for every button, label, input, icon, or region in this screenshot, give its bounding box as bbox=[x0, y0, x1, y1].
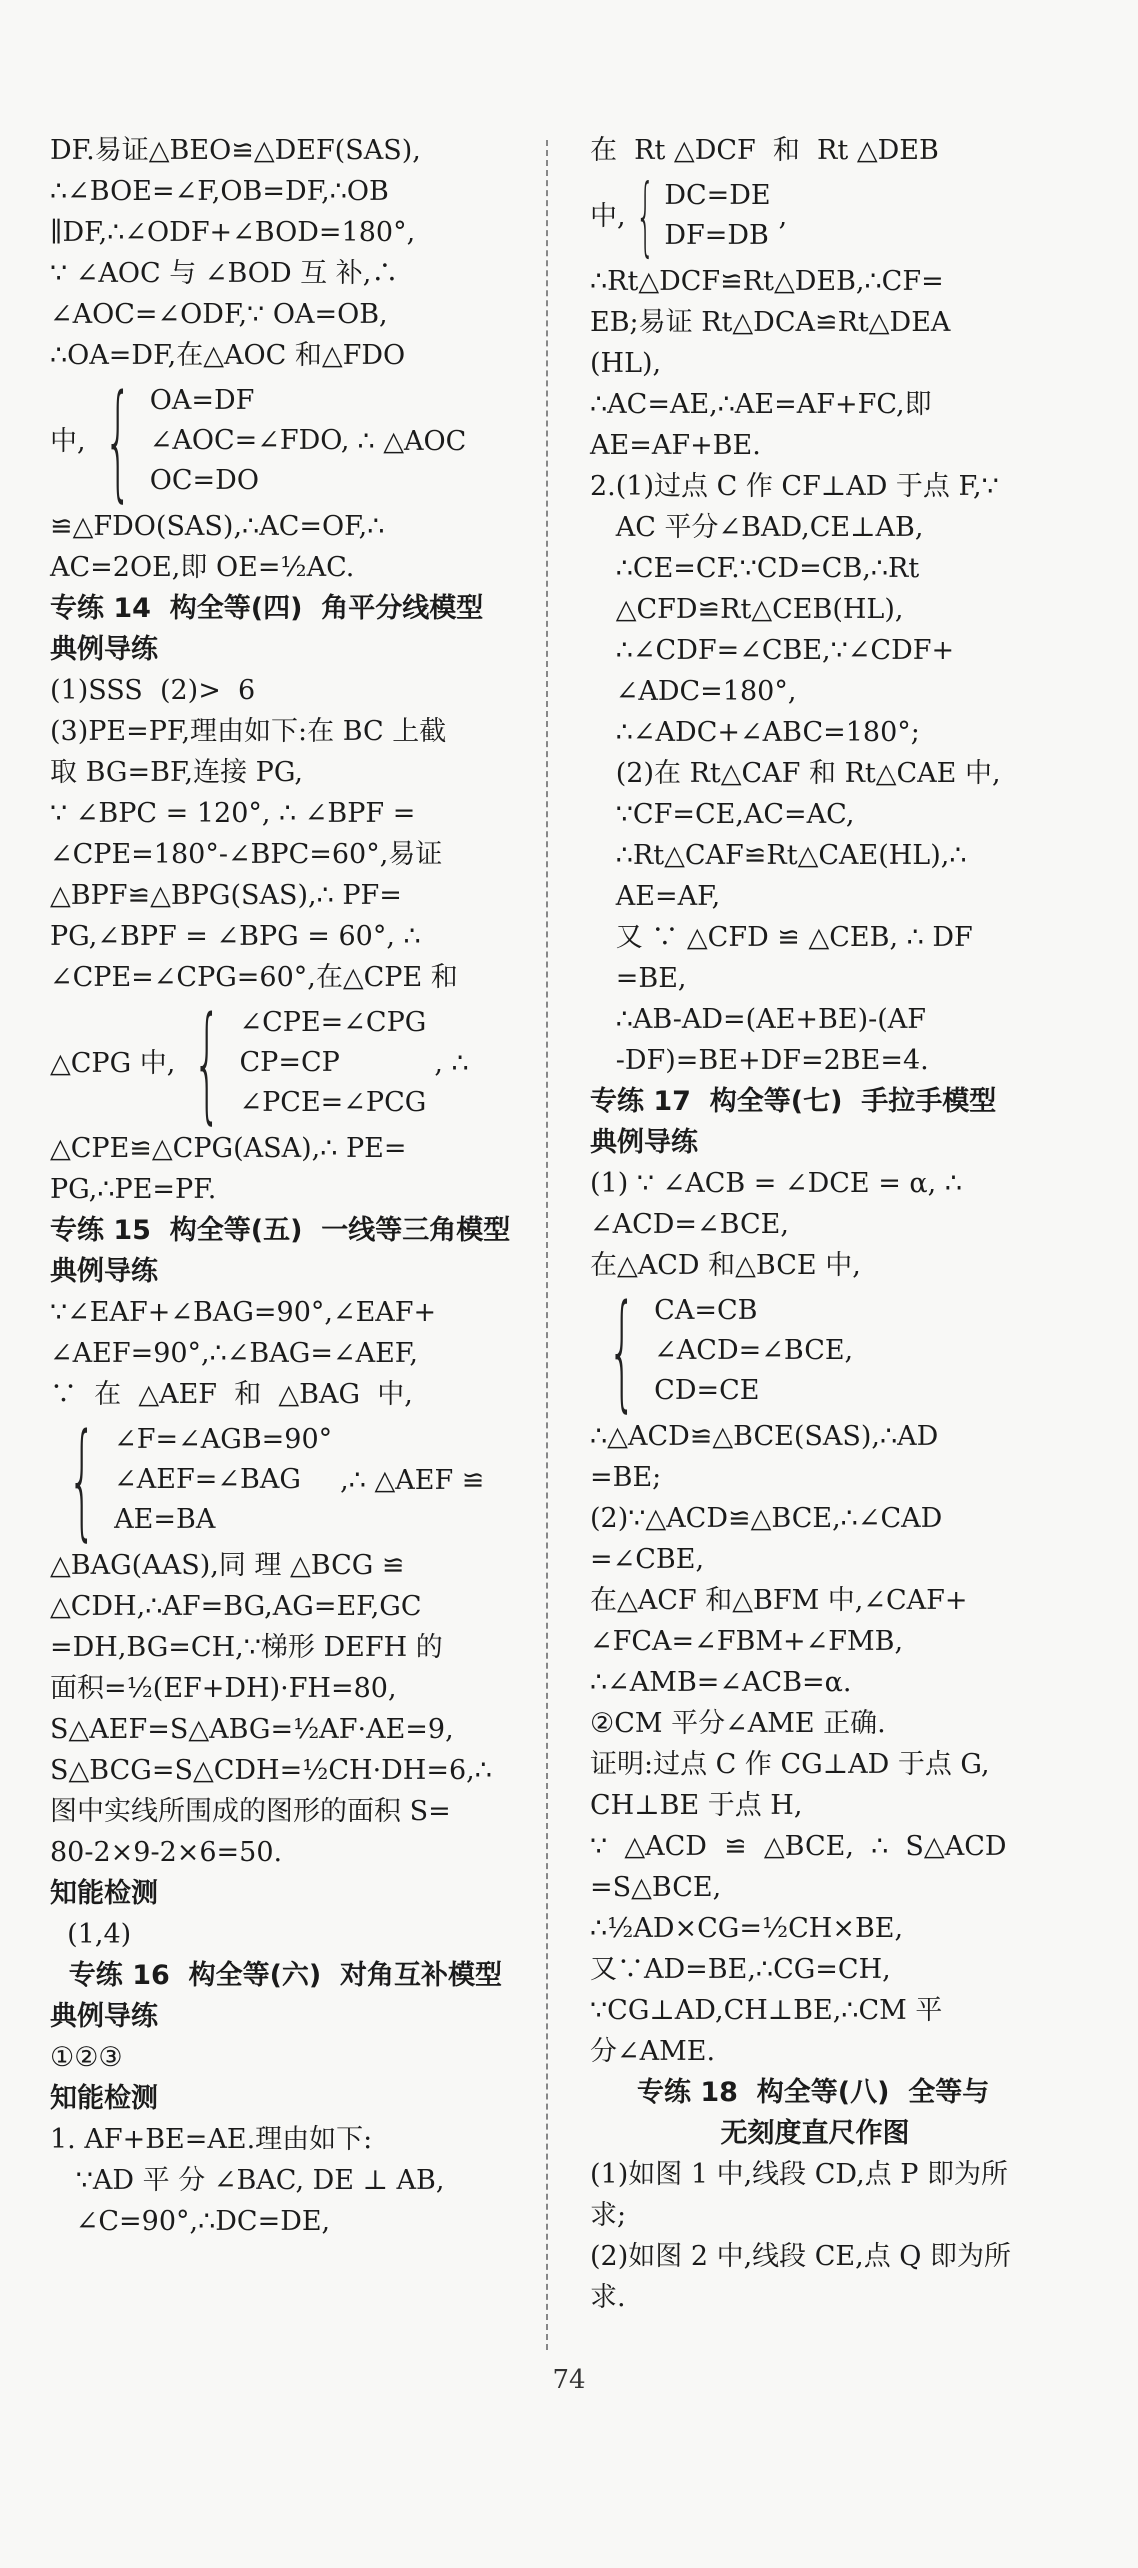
equation-suffix: ∴ △AOC bbox=[357, 425, 467, 457]
text-line: ≌△FDO(SAS),∴AC=OF,∴ bbox=[50, 511, 385, 542]
equation-line: ∠PCE=∠PCG bbox=[239, 1087, 427, 1118]
left-brace-icon: { bbox=[608, 1277, 637, 1424]
equation-line: DC=DE bbox=[664, 180, 771, 211]
equation-lines bbox=[240, 1003, 427, 1123]
text-line: 图中实线所围成的图形的面积 S= bbox=[50, 1796, 451, 1827]
text-line: ∴∠CDF=∠CBE,∵∠CDF+ bbox=[590, 635, 955, 666]
section-heading: 专练 17 构全等(七) 手拉手模型 bbox=[590, 1086, 997, 1117]
text-line: ∴AC=AE,∴AE=AF+FC,即 bbox=[590, 389, 932, 420]
text-line: ∵AD 平 分 ∠BAC, DE ⊥ AB, bbox=[50, 2165, 445, 2196]
text-line: ∴△ACD≌△BCE(SAS),∴AD bbox=[590, 1421, 939, 1452]
text-line: (1,4) bbox=[50, 1919, 132, 1950]
equation-system bbox=[50, 367, 540, 514]
equation-line: AE=BA bbox=[114, 1504, 216, 1535]
equation-suffix: , bbox=[778, 200, 788, 232]
equation-line: DF=DB bbox=[664, 220, 769, 251]
text-line: ∴Rt△DCF≌Rt△DEB,∴CF= bbox=[590, 266, 944, 297]
column-divider bbox=[546, 140, 548, 2350]
text-line: ∠ADC=180°, bbox=[590, 676, 797, 707]
equation-system bbox=[50, 1406, 540, 1553]
text-line: ∵CF=CE,AC=AC, bbox=[590, 799, 855, 830]
text-line: 取 BG=BF,连接 PG, bbox=[50, 757, 304, 788]
section-heading: 专练 15 构全等(五) 一线等三角模型 bbox=[50, 1215, 511, 1246]
equation-line: ∠F=∠AGB=90° bbox=[114, 1424, 333, 1455]
text-line: ∵ △ACD ≌ △BCE, ∴ S△ACD bbox=[590, 1831, 1007, 1862]
equation-line: ∠AOC=∠FDO, bbox=[149, 425, 350, 456]
text-line: =∠CBE, bbox=[590, 1544, 705, 1575]
section-heading: 无刻度直尺作图 bbox=[720, 2118, 910, 2149]
subsection-heading: 典例导练 bbox=[590, 1127, 698, 1158]
text-line: ∴∠AMB=∠ACB=α. bbox=[590, 1667, 852, 1698]
equation-line: CD=CE bbox=[654, 1375, 760, 1406]
text-line: ∠CPE=180°-∠BPC=60°,易证 bbox=[50, 839, 443, 870]
equation-system bbox=[590, 166, 1040, 266]
equation-suffix: , ∴ bbox=[434, 1047, 469, 1079]
equation-line: CP=CP bbox=[239, 1047, 340, 1078]
text-line: ∴½AD×CG=½CH×BE, bbox=[590, 1913, 904, 1944]
text-line: 分∠AME. bbox=[590, 2036, 716, 2067]
text-line: AE=AF, bbox=[590, 881, 721, 912]
section-heading: 专练 16 构全等(六) 对角互补模型 bbox=[50, 1960, 503, 1991]
text-line: 又∵AD=BE,∴CG=CH, bbox=[590, 1954, 891, 1985]
section-heading: 专练 18 构全等(八) 全等与 bbox=[590, 2077, 990, 2108]
text-line: S△BCG=S△CDH=½CH·DH=6,∴ bbox=[50, 1755, 492, 1786]
left-brace-icon: { bbox=[103, 367, 132, 514]
equation-prefix: △CPG 中, bbox=[50, 1047, 176, 1079]
text-line: AE=AF+BE. bbox=[590, 430, 761, 461]
text-line: =BE; bbox=[590, 1462, 662, 1493]
text-line: (2)∵△ACD≌△BCE,∴∠CAD bbox=[590, 1503, 943, 1534]
text-line: ∴AB-AD=(AE+BE)-(AF bbox=[590, 1004, 926, 1035]
equation-line: ∠ACD=∠BCE, bbox=[654, 1335, 854, 1366]
text-line: (3)PE=PF,理由如下:在 BC 上截 bbox=[50, 716, 447, 747]
equation-lines bbox=[114, 1420, 332, 1540]
equation-line: CA=CB bbox=[654, 1295, 758, 1326]
subsection-heading: 知能检测 bbox=[50, 1878, 158, 1909]
equation-suffix: ,∴ △AEF ≌ bbox=[340, 1464, 485, 1496]
text-line: =DH,BG=CH,∵梯形 DEFH 的 bbox=[50, 1632, 443, 1663]
text-line: △CPE≌△CPG(ASA),∴ PE= bbox=[50, 1133, 407, 1164]
text-line: =BE, bbox=[590, 963, 687, 994]
section-heading: 专练 14 构全等(四) 角平分线模型 bbox=[50, 593, 484, 624]
text-line: 求; bbox=[590, 2200, 627, 2231]
text-line: 证明:过点 C 作 CG⊥AD 于点 G, bbox=[590, 1749, 990, 1780]
text-line: ∠AEF=90°,∴∠BAG=∠AEF, bbox=[50, 1338, 418, 1369]
text-line: ∵ ∠AOC 与 ∠BOD 互 补,∴ bbox=[50, 258, 399, 289]
text-line: 80-2×9-2×6=50. bbox=[50, 1837, 283, 1868]
text-line: ∠FCA=∠FBM+∠FMB, bbox=[590, 1626, 904, 1657]
text-line: AC 平分∠BAD,CE⊥AB, bbox=[590, 512, 924, 543]
page-number: 74 bbox=[552, 2365, 586, 2395]
text-line: 在△ACD 和△BCE 中, bbox=[590, 1250, 861, 1281]
text-line: ∥DF,∴∠ODF+∠BOD=180°, bbox=[50, 217, 416, 248]
text-line: S△AEF=S△ABG=½AF·AE=9, bbox=[50, 1714, 454, 1745]
left-brace-icon: { bbox=[68, 1406, 97, 1553]
text-line: EB;易证 Rt△DCA≌Rt△DEA bbox=[590, 307, 951, 338]
text-line: (1)如图 1 中,线段 CD,点 P 即为所 bbox=[590, 2159, 1009, 2190]
text-line: 在 Rt △DCF 和 Rt △DEB bbox=[590, 135, 939, 166]
text-line: (1) ∵ ∠ACB = ∠DCE = α, ∴ bbox=[590, 1168, 963, 1199]
text-line: ∴OA=DF,在△AOC 和△FDO bbox=[50, 340, 406, 371]
text-line: ∵ 在 △AEF 和 △BAG 中, bbox=[50, 1379, 413, 1410]
text-line: △BAG(AAS),同 理 △BCG ≌ bbox=[50, 1550, 405, 1581]
text-line: PG,∴PE=PF. bbox=[50, 1174, 217, 1205]
equation-line: OA=DF bbox=[149, 385, 255, 416]
left-brace-icon: { bbox=[635, 166, 655, 266]
text-line: -DF)=BE+DF=2BE=4. bbox=[590, 1045, 929, 1076]
text-line: (1)SSS (2)> 6 bbox=[50, 675, 256, 706]
text-line: ①②③ bbox=[50, 2042, 123, 2073]
text-line: 2.(1)过点 C 作 CF⊥AD 于点 F,∵ bbox=[590, 471, 999, 502]
text-line: ∴CE=CF.∵CD=CB,∴Rt bbox=[590, 553, 920, 584]
equation-lines bbox=[664, 176, 770, 256]
left-brace-icon: { bbox=[193, 989, 222, 1136]
text-line: 求. bbox=[590, 2282, 626, 2313]
equation-lines bbox=[654, 1291, 853, 1411]
text-line: ∠C=90°,∴DC=DE, bbox=[50, 2206, 331, 2237]
text-line: ∵∠EAF+∠BAG=90°,∠EAF+ bbox=[50, 1297, 437, 1328]
equation-lines bbox=[150, 381, 350, 501]
equation-system bbox=[590, 1277, 1040, 1424]
text-line: (2)在 Rt△CAF 和 Rt△CAE 中, bbox=[590, 758, 1001, 789]
text-line: △BPF≌△BPG(SAS),∴ PF= bbox=[50, 880, 402, 911]
equation-line: OC=DO bbox=[149, 465, 259, 496]
equation-prefix: 中, bbox=[590, 200, 626, 232]
text-line: 又 ∵ △CFD ≌ △CEB, ∴ DF bbox=[590, 922, 973, 953]
text-line: CH⊥BE 于点 H, bbox=[590, 1790, 803, 1821]
text-line: (HL), bbox=[590, 348, 662, 379]
right-column bbox=[590, 130, 1040, 2318]
text-line: =S△BCE, bbox=[590, 1872, 722, 1903]
text-line: (2)如图 2 中,线段 CE,点 Q 即为所 bbox=[590, 2241, 1012, 2272]
text-line: ∠CPE=∠CPG=60°,在△CPE 和 bbox=[50, 962, 458, 993]
text-line: 在△ACF 和△BFM 中,∠CAF+ bbox=[590, 1585, 968, 1616]
equation-line: ∠CPE=∠CPG bbox=[239, 1007, 427, 1038]
equation-system bbox=[50, 989, 540, 1136]
subsection-heading: 知能检测 bbox=[50, 2083, 158, 2114]
subsection-heading: 典例导练 bbox=[50, 2001, 158, 2032]
equation-line: ∠AEF=∠BAG bbox=[114, 1464, 301, 1495]
text-line: ∴∠ADC+∠ABC=180°; bbox=[590, 717, 920, 748]
text-line: ②CM 平分∠AME 正确. bbox=[590, 1708, 886, 1739]
text-line: ∠ACD=∠BCE, bbox=[590, 1209, 789, 1240]
text-line: ∠AOC=∠ODF,∵ OA=OB, bbox=[50, 299, 388, 330]
text-line: 1. AF+BE=AE.理由如下: bbox=[50, 2124, 373, 2155]
text-line: AC=2OE,即 OE=½AC. bbox=[50, 552, 355, 583]
equation-prefix: 中, bbox=[50, 425, 86, 457]
subsection-heading: 典例导练 bbox=[50, 634, 158, 665]
text-line: △CDH,∴AF=BG,AG=EF,GC bbox=[50, 1591, 422, 1622]
text-line: ∴Rt△CAF≌Rt△CAE(HL),∴ bbox=[590, 840, 967, 871]
text-line: ∵CG⊥AD,CH⊥BE,∴CM 平 bbox=[590, 1995, 943, 2026]
text-line: PG,∠BPF = ∠BPG = 60°, ∴ bbox=[50, 921, 421, 952]
text-line: ∵ ∠BPC = 120°, ∴ ∠BPF = bbox=[50, 798, 416, 829]
subsection-heading: 典例导练 bbox=[50, 1256, 158, 1287]
text-line: DF.易证△BEO≌△DEF(SAS), bbox=[50, 135, 421, 166]
text-line: △CFD≌Rt△CEB(HL), bbox=[590, 594, 904, 625]
left-column bbox=[50, 130, 540, 2242]
text-line: ∴∠BOE=∠F,OB=DF,∴OB bbox=[50, 176, 389, 207]
text-line: 面积=½(EF+DH)·FH=80, bbox=[50, 1673, 397, 1704]
